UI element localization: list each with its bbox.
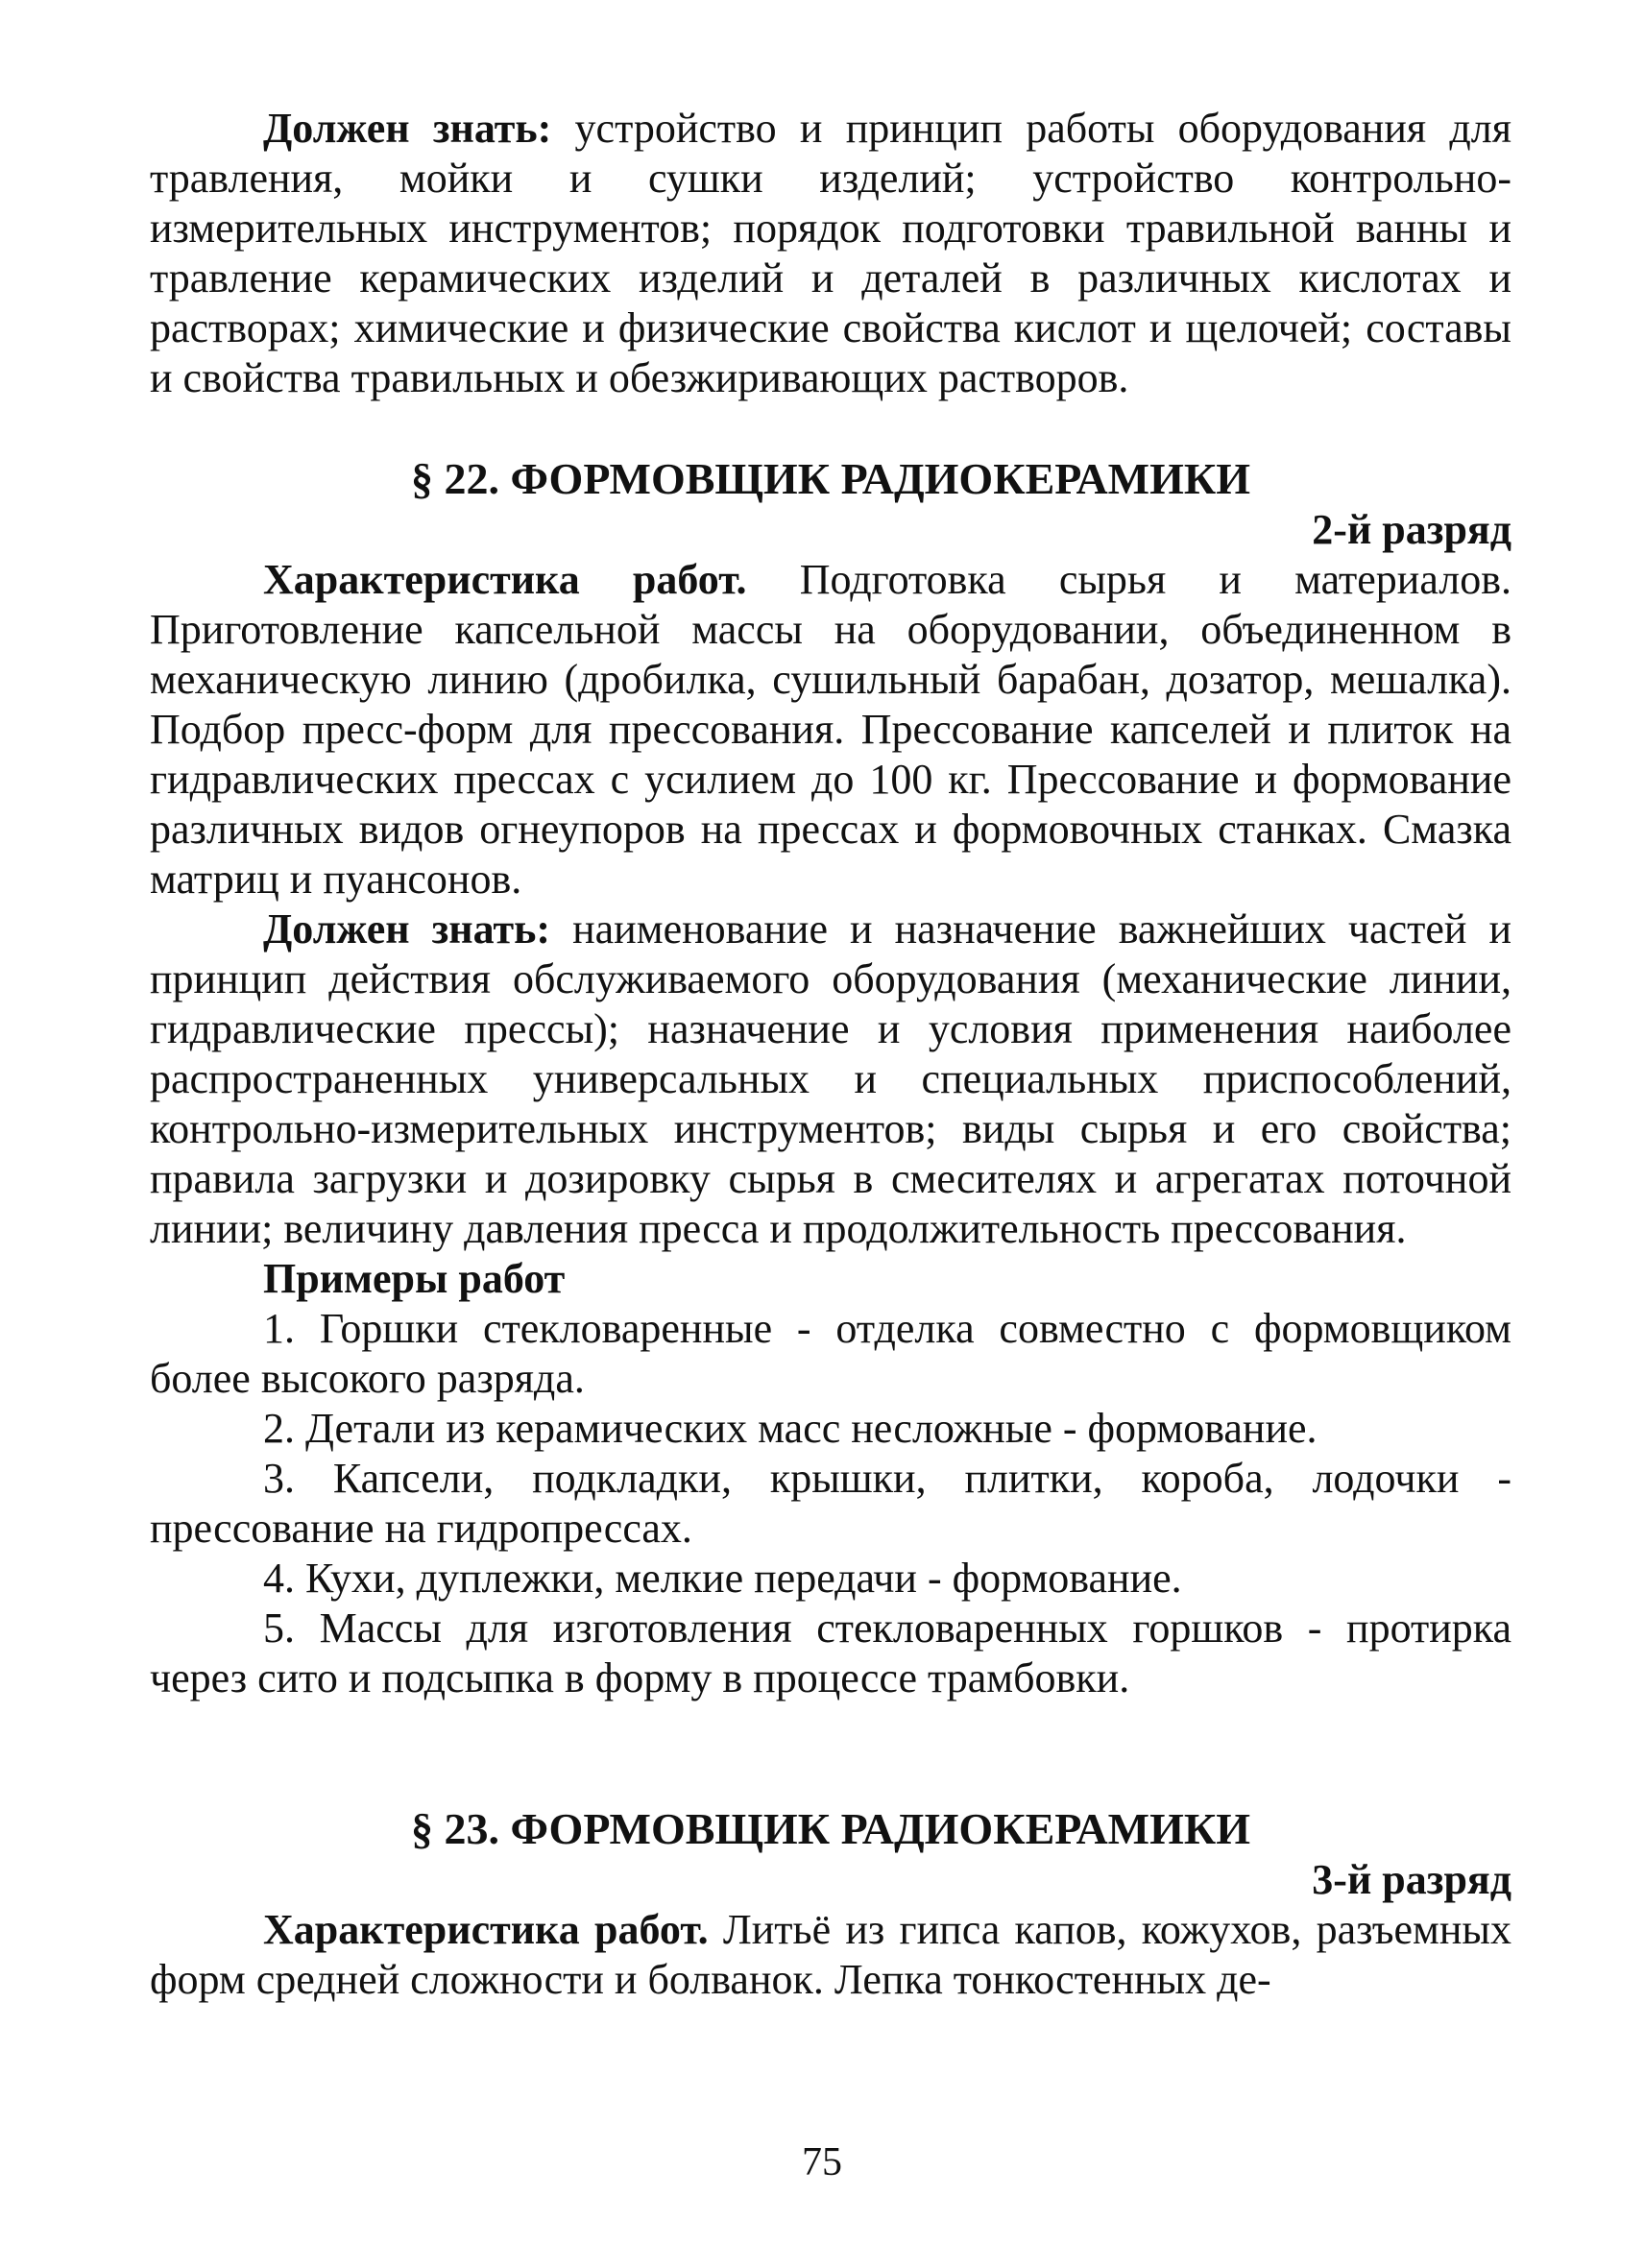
section-22 [150, 453, 1511, 1703]
characteristics-label: Характеристика работ. [263, 556, 747, 603]
intro-label: Должен знать: [263, 105, 552, 152]
section-22-characteristics [150, 555, 1511, 905]
knowledge-text: наименование и назначение важнейших частей и принцип действия обслуживаемого оборудования (механические линии, гидравлические прессы); назначение и условия применения наиболее распространенных универсальных и специальных приспособлений, контрольно-измерительных инструментов; виды сырья и его свойства; правила загрузки и дозировку сырья в смесителях и агрегатах поточной линии; величину давления пресса и продолжительность прессования. [150, 905, 1511, 1252]
section-23-title: § 23. ФОРМОВЩИК РАДИОКЕРАМИКИ [410, 1804, 1251, 1853]
example-item: 2. Детали из керамических масс несложные - формование. [263, 1405, 1318, 1452]
examples-title: Примеры работ [263, 1255, 566, 1302]
section-22-title: § 22. ФОРМОВЩИК РАДИОКЕРАМИКИ [410, 454, 1251, 503]
knowledge-label: Должен знать: [263, 905, 551, 953]
characteristics-label: Характеристика работ. [263, 1906, 709, 1953]
characteristics-text: Подготовка сырья и материалов. Приготовление капсельной массы на оборудовании, объединенном в механическую линию (дробилка, сушильный барабан, дозатор, мешалка). Подбор пресс-форм для прессования. Прессование капселей и плиток на гидравлических прессах с усилием до 100 кг. Прессование и формование различных видов огнеупоров на прессах и формовочных станках. Смазка матриц и пуансонов. [150, 556, 1512, 903]
characteristics-text: Литьё из гипса капов, кожухов, разъемных форм средней сложности и болванок. Лепка тонкостенных де- [150, 1906, 1511, 2003]
section-23-grade: 3-й разряд [1312, 1856, 1511, 1903]
page-number: 75 [802, 2140, 842, 2184]
section-22-knowledge [150, 905, 1511, 1254]
example-item: 5. Массы для изготовления стекловаренных горшков - протирка через сито и подсыпка в форму в процессе трамбовки. [150, 1604, 1511, 1701]
example-item: 1. Горшки стекловаренные - отделка совместно с формовщиком более высокого разряда. [150, 1305, 1511, 1402]
intro-paragraph [150, 104, 1511, 403]
example-item: 3. Капсели, подкладки, крышки, плитки, короба, лодочки - прессование на гидропрессах. [150, 1455, 1511, 1552]
intro-text: устройство и принцип работы оборудования для травления, мойки и сушки изделий; устройство контрольно-измерительных инструментов; порядок подготовки травильной ванны и травление керамических изделий и деталей в различных кислотах и растворах; химические и физические свойства кислот и щелочей; составы и свойства травильных и обезжиривающих растворов. [150, 105, 1511, 401]
section-22-grade: 2-й разряд [1312, 506, 1511, 553]
section-23 [150, 1803, 1511, 2005]
example-item: 4. Кухи, дуплежки, мелкие передачи - формование. [263, 1555, 1182, 1602]
section-23-characteristics [150, 1905, 1511, 2005]
page-content [150, 104, 1511, 2005]
